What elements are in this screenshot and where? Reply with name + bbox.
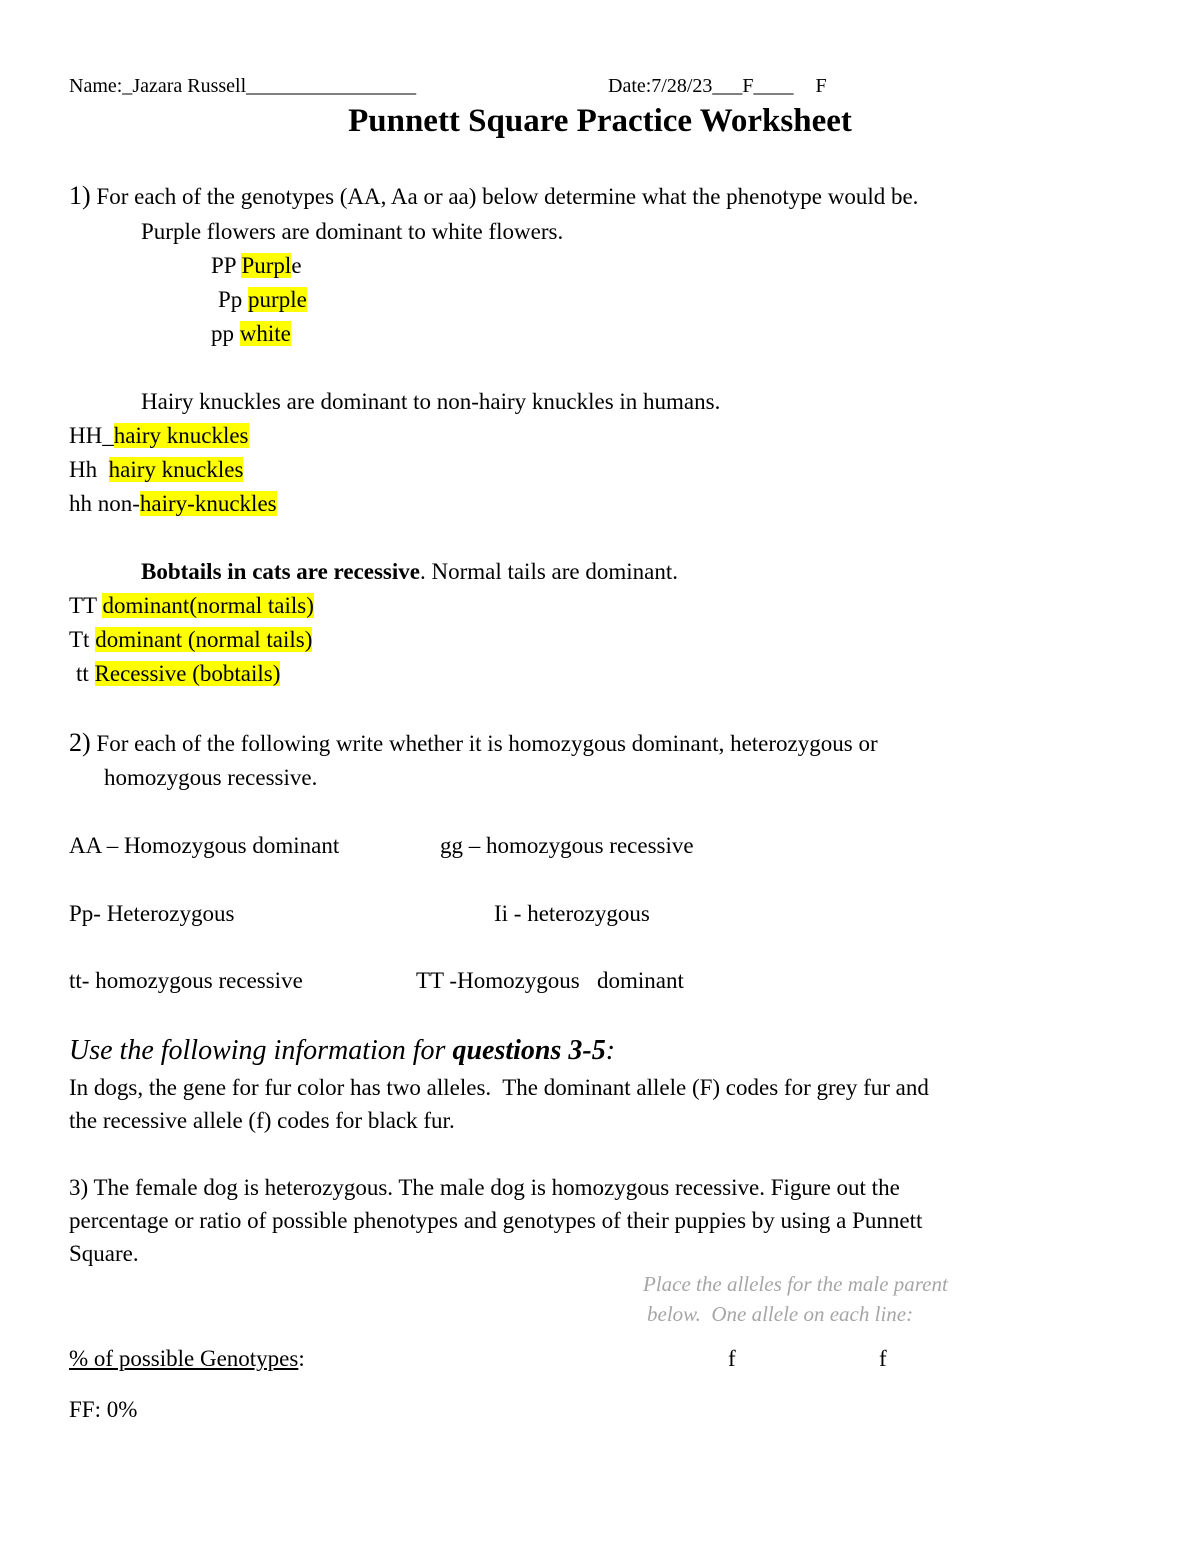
name-label: Name:_ <box>69 75 133 97</box>
date-label: Date:7/28/23___F____ <box>608 75 794 97</box>
male-allele-2: f <box>879 1346 887 1371</box>
page-title: Punnett Square Practice Worksheet <box>348 103 852 139</box>
info-heading-bold: questions 3-5 <box>452 1035 606 1066</box>
tails-row <box>69 626 312 654</box>
q2-text-line2: homozygous recessive. <box>104 765 318 790</box>
q2-answer: Pp- Heterozygous <box>69 901 235 926</box>
phenotype-answer: hairy-knuckles <box>139 491 277 516</box>
q1-number: 1) <box>69 181 91 210</box>
male-alleles-hint-line1: Place the alleles for the male parent <box>643 1272 948 1296</box>
genotypes-colon: : <box>298 1346 305 1371</box>
genotypes-heading <box>69 1345 305 1373</box>
q2-answer: gg – homozygous recessive <box>440 833 694 858</box>
phenotype-prefix: non- <box>97 491 140 516</box>
name-blank: _________________ <box>246 75 417 97</box>
q3-line1: 3) The female dog is heterozygous. The male dog is homozygous recessive. Figure out the <box>69 1175 900 1200</box>
q1-text: For each of the genotypes (AA, Aa or aa) below determine what the phenotype would be. <box>96 184 919 209</box>
q2-prompt <box>69 729 878 758</box>
flowers-row <box>211 252 302 280</box>
info-heading <box>69 1034 615 1068</box>
phenotype-answer: purple <box>248 287 307 312</box>
phenotype-answer: hairy knuckles <box>113 423 249 448</box>
phenotype-answer: white <box>239 321 291 346</box>
q2-answer: TT -Homozygous dominant <box>416 968 684 993</box>
tails-intro-rest: . Normal tails are dominant. <box>419 559 678 584</box>
q2-answer: tt- homozygous recessive <box>69 968 303 993</box>
genotypes-label: % of possible Genotypes <box>69 1346 299 1371</box>
flowers-row <box>218 286 307 314</box>
q3-line2: percentage or ratio of possible phenotypes and genotypes of their puppies by using a Punnett <box>69 1208 923 1233</box>
flowers-intro: Purple flowers are dominant to white flowers. <box>141 219 564 244</box>
phenotype-answer: Purpl <box>241 253 292 278</box>
genotype: Hh <box>69 457 98 482</box>
tails-row <box>76 660 280 688</box>
genotype: HH_ <box>69 423 114 448</box>
phenotype-answer: Recessive (bobtails) <box>94 661 281 686</box>
genotype: TT <box>69 593 97 618</box>
tails-intro <box>141 558 678 586</box>
flowers-row <box>211 320 291 348</box>
q2-number: 2) <box>69 728 91 757</box>
genotype: Tt <box>69 627 90 652</box>
knuckles-row <box>69 422 249 450</box>
student-name: Jazara Russell <box>132 75 247 97</box>
male-allele-1: f <box>728 1346 736 1371</box>
knuckles-row <box>69 456 243 484</box>
genotype: tt <box>76 661 89 686</box>
genotype: Pp <box>218 287 243 312</box>
date-extra: F <box>815 75 827 97</box>
q2-text-line1: For each of the following write whether it is homozygous dominant, heterozygous or <box>96 731 878 756</box>
phenotype-answer-tail: e <box>291 253 302 278</box>
info-heading-end: : <box>605 1035 616 1066</box>
knuckles-intro: Hairy knuckles are dominant to non-hairy knuckles in humans. <box>141 389 721 414</box>
name-field <box>69 72 416 100</box>
knuckles-row <box>69 490 277 518</box>
phenotype-answer: dominant (normal tails) <box>95 627 313 652</box>
phenotype-answer: hairy knuckles <box>108 457 244 482</box>
info-line1: In dogs, the gene for fur color has two alleles. The dominant allele (F) codes for grey fur and <box>69 1075 929 1100</box>
q1-prompt <box>69 182 918 211</box>
tails-row <box>69 592 314 620</box>
male-alleles-hint-line2: below. One allele on each line: <box>647 1302 914 1326</box>
q3-line3: Square. <box>69 1241 139 1266</box>
q2-answer: Ii - heterozygous <box>494 901 650 926</box>
ff-result: FF: 0% <box>69 1397 138 1422</box>
genotype: hh <box>69 491 92 516</box>
genotype: pp <box>211 321 234 346</box>
genotype: PP <box>211 253 236 278</box>
tails-intro-bold: Bobtails in cats are recessive <box>141 559 420 584</box>
date-field <box>608 72 827 100</box>
info-heading-italic: Use the following information for <box>69 1035 453 1066</box>
q2-answer: AA – Homozygous dominant <box>69 833 340 858</box>
phenotype-answer: dominant(normal tails) <box>102 593 314 618</box>
info-line2: the recessive allele (f) codes for black fur. <box>69 1108 455 1133</box>
